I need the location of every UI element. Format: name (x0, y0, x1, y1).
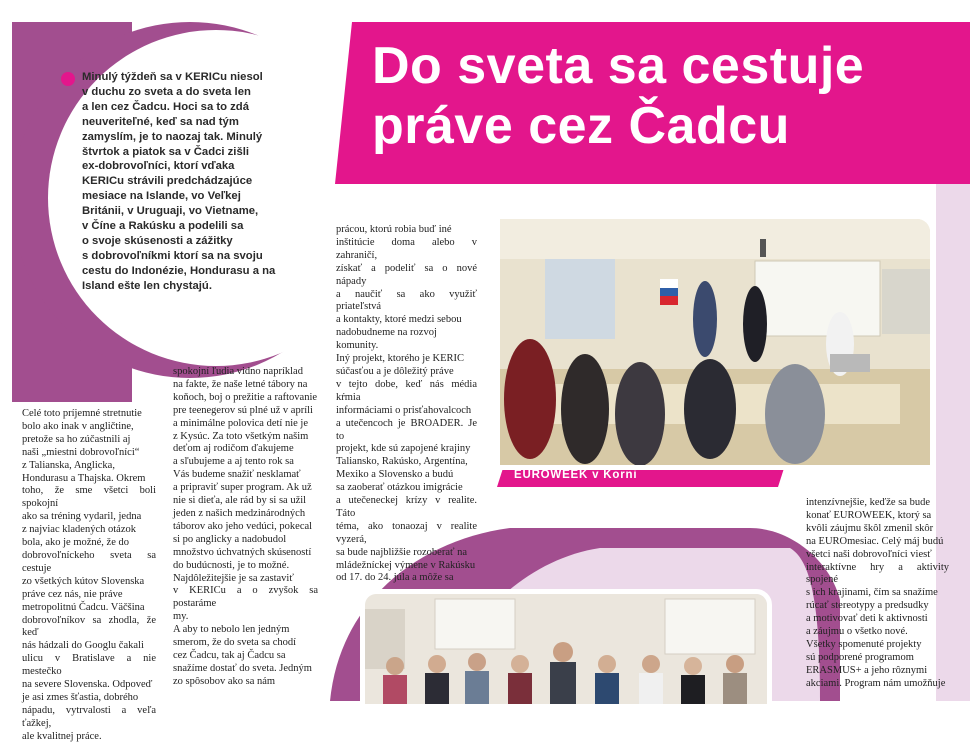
article-title: Do sveta sa cestuje práve cez Čadcu (372, 37, 865, 155)
body-column-4: intenzívnejšie, keďže sa bude konať EUROWEEK, ktorý sa kvôli záujmu škôl zmenil skôr na EUROmesiac. Celý máj budú všetci naši dobrovoľníci viesť interaktívne hry a aktivity spojené s ich krajinami, čím sa snažíme rúcať stereotypy a predsudky a motivovať deti k aktivnosti a záujmu o všetko nové. Všetky spomenuté projekty sú podporené programom ERASMUS+ a jeho rôznymi akciami. Program nám umožňuje (806, 497, 949, 689)
group-photo (360, 589, 772, 709)
body-column-1: Celé toto príjemné stretnutie bolo ako inak v angličtine, pretože sa ho zúčastnili aj naši „miestni dobrovoľníci“ z Talianska, Anglicka, Hondurasu a Thajska. Okrem toho, že sme všetci boli spokojní ako sa tréning vydaril, jedna z najviac kladených otázok bola, ako je možné, že do dobrovoľníckeho sveta sa cestuje zo všetkých kútov Slovenska práve cez nás, nie práve metropolitnú Čadcu. Väčšina dobrovoľníkov sa zhodla, že keď nás hádzali do Googlu čakali ulicu v Bratislave a nie mestečko na severe Slovenska. Odpoveď je asi zmes šťastia, dobrého nápadu, vytrvalosti a veľa ťažkej, ale kvalitnej práce. (22, 408, 156, 742)
intro-bullet-dot (61, 72, 75, 86)
body-column-2: spokojní ľudia vidno napríklad na fakte, že naše letné tábory na koňoch, boj o prežitie a raftovanie pre teenegerov sú plné už v apríli a minimálne polovica detí nie je z Kysúc. Za toto všetkým našim deťom aj rodičom ďakujeme a sľubujeme a aj tento rok sa Vás budeme snažiť nesklamať a pripraviť super program. Ak už nie si dieťa, ale rád by si sa užil jeden z našich medzinárodných táborov ako jeho vedúci, pokecal si po anglicky a nadobudol množstvo úchvatných skúseností do budúcnosti, je to možné. Najdôležitejšie je sa zastaviť v KERICu a o zvyšok sa postaráme my. A aby to nebolo len jedným smerom, že do sveta sa chodí cez Čadcu, tak aj Čadcu sa snažíme dostať do sveta. Jedným zo spôsobov ako sa nám (173, 366, 318, 687)
photo-caption: EUROWEEK v Korni (514, 469, 638, 481)
intro-paragraph: Minulý týždeň sa v KERICu niesol v duchu zo sveta a do sveta len a len cez Čadcu. Hoci sa to zdá neuveriteľné, keď sa nad tým zamyslím, je to naozaj tak. Minulý štvrtok a piatok sa v Čadci zišli ex-dobrovoľníci, ktorí vďaka KERICu strávili predchádzajúce mesiace na Islande, vo Veľkej Británii, v Uruguaji, vo Vietname, v Číne a Rakúsku a podelili sa o svoje skúsenosti a zážitky s dobrovoľníkmi ktorí sa na svoju cestu do Indonézie, Hondurasu a na Island ešte len chystajú. (82, 71, 276, 292)
body-column-3: prácou, ktorú robia buď iné inštitúcie doma alebo v zahraničí, získať a podeliť sa o nové nápady a naučiť sa ako využiť priateľstvá a kontakty, ktoré medzi sebou nadobudneme na rozvoj komunity. Iný projekt, ktorého je KERIC súčasťou a je dôležitý práve v tejto dobe, keď nás média kŕmia informáciami o prisťahovalcoch a utečencoch je BROADER. Je to projekt, kde sú zapojené krajiny Taliansko, Rakúsko, Argentína, Mexiko a Slovensko a budú sa zaoberať otázkou imigrácie a utečeneckej krízy v realite. Táto téma, ako tonaozaj v realite vyzerá, sa bude najbližšie rozoberať na mládežníckej výmene v Rakúsku od 17. do 24. júla a môže sa (336, 224, 477, 584)
euroweek-photo (495, 214, 935, 470)
group-photo-illustration (365, 594, 767, 704)
classroom-photo-illustration (500, 219, 930, 465)
